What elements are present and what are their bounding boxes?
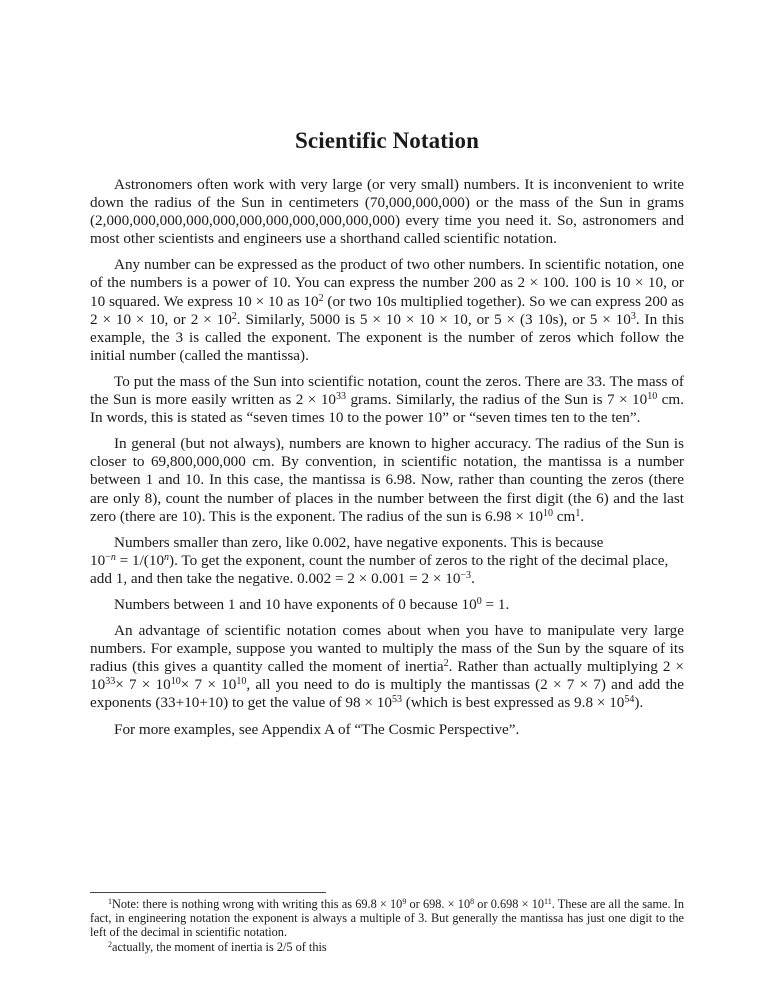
page-title: Scientific Notation — [295, 128, 479, 153]
footnotes — [90, 892, 684, 954]
footnote-1: $^1$Note: there is nothing wrong with writing this as $69.8 \times 10^9$ or 698. × $10^8$ or $0.698 \times 10^{11}$. These are all the same. In fact, in engineering notation the exponent is always a multiple of 3. But generally the mantissa has just one digit to the left of the decimal in scientific notation. — [90, 897, 684, 940]
document-body — [90, 176, 684, 747]
paragraph-zero-exponent: Numbers between 1 and 10 have exponents of 0 because $10^0 = 1$. — [114, 595, 510, 613]
footnote-rule — [90, 892, 326, 893]
paragraph-accuracy: In general (but not always), numbers are known to higher accuracy. The radius of the Sun is closer to 69,800,000,000 cm. By convention, in scientific notation, the mantissa is a number between 1 and 10. In this case, the mantissa is 6.98. Now, rather than counting the zeros (there are only 8), count the number of places in the number between the first digit (the 6) and the last zero (there are 10). This is the exponent. The radius of the sun is $6.98 \times 10^{10}$ $cm^1$. — [90, 435, 684, 525]
paragraph-mass-of-sun: To put the mass of the Sun into scientific notation, count the zeros. There are 33. The mass of the Sun is more easily written as $2 \times 10^{33}$ grams. Similarly, the radius of the Sun is $7 \times 10^{10}$ cm. In words, this is stated as “seven times 10 to the power 10” or “seven times ten to the ten”. — [90, 372, 685, 427]
footnote-2: $^2$actually, the moment of inertia is 2/5 of this — [108, 939, 327, 954]
paragraph-negative-exponents: Numbers smaller than zero, like 0.002, have negative exponents. This is because $10^{-n} = 1/(10^n)$. To get the exponent, count the number of zeros to the right of the decimal place, add 1, and then take the negative. $0.002 = 2 \times 0.001 = 2 \times 10^{-3}$. — [90, 533, 669, 587]
paragraph-product-of-numbers: Any number can be expressed as the product of two other numbers. In scientific notation, one of the numbers is a power of 10. You can express the number 200 as 2 × 100. 100 is 10 × 10, or 10 squared. We express 10 × 10 as $10^2$ (or two 10s multiplied together). So we can express 200 as 2 × 10 × 10, or $2 \times 10^2$. Similarly, 5000 is 5 × 10 × 10 × 10, or 5 × (3 10s), or $5 \times 10^3$. In this example, the 3 is called the exponent. The exponent is the number of zeros which follow the initial number (called the mantissa). — [90, 256, 684, 364]
paragraph-intro: Astronomers often work with very large (or very small) numbers. It is inconvenient to write down the radius of the Sun in centimeters (70,000,000,000) or the mass of the Sun in grams (2,000,000,000,000,000,000,000,000,000,000,000) every time you need it. So, astronomers and most other scientists and engineers use a shorthand called scientific notation. — [90, 176, 684, 248]
paragraph-more-examples: For more examples, see Appendix A of “The Cosmic Perspective”. — [114, 720, 520, 738]
paragraph-advantage: An advantage of scientific notation comes about when you have to manipulate very large numbers. For example, suppose you wanted to multiply the mass of the Sun by the square of its radius (this gives a quantity called the moment of inertia$^2$. Rather than actually multiplying $2 \times 10^{33}\times 7 \times 10^{10}\times 7 \times 10^{10}$, all you need to do is multiply the mantissas (2 × 7 × 7) and add the exponents (33+10+10) to get the value of $98 \times 10^{53}$ (which is best expressed as $9.8 \times 10^{54}$). — [90, 622, 684, 712]
